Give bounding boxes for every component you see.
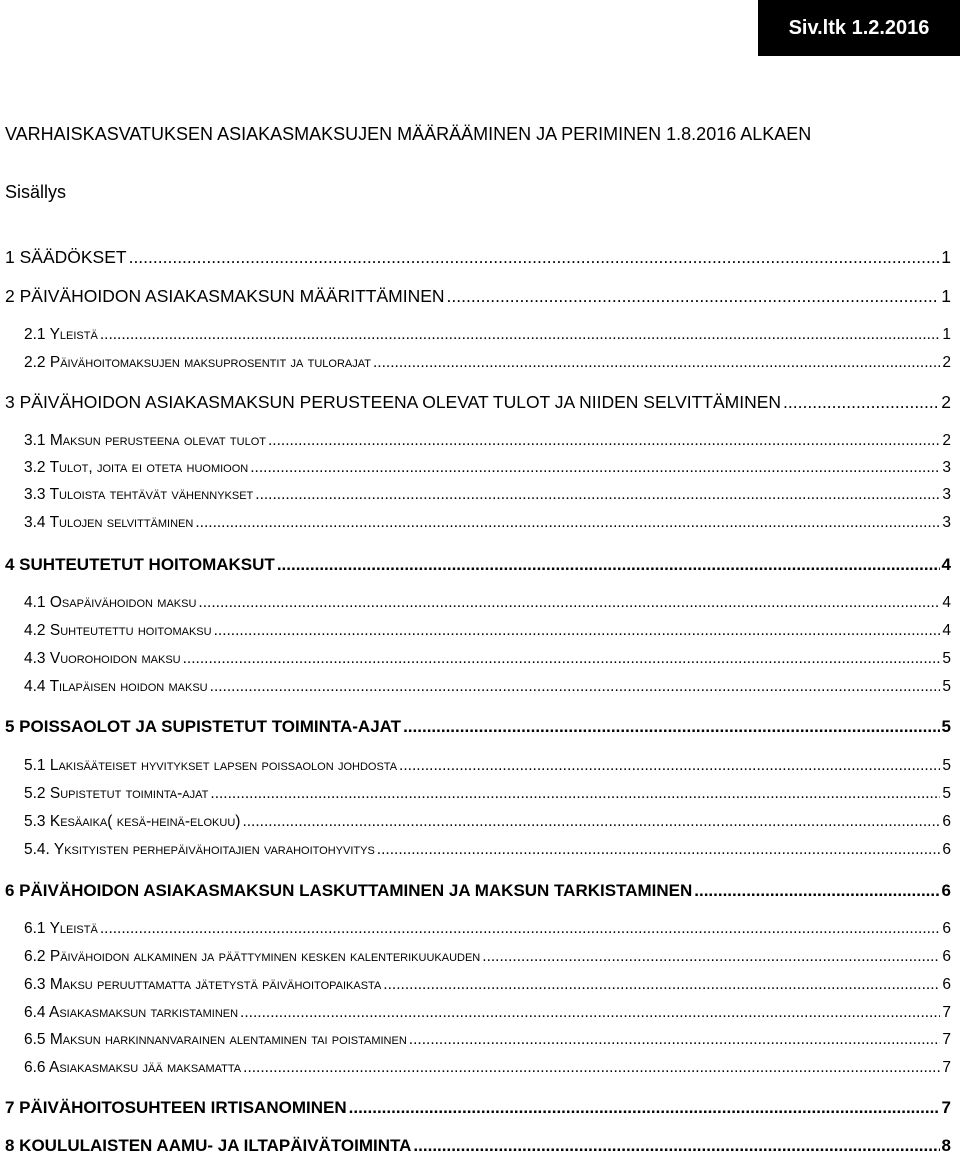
page-header-label: Siv.ltk 1.2.2016 — [758, 0, 960, 56]
toc-page-number: 1 — [941, 247, 951, 267]
toc-page-number: 1 — [942, 326, 951, 343]
toc-entry-title: 4.1 Osapäivähoidon maksu — [24, 594, 197, 611]
toc-entry[interactable] — [24, 1059, 951, 1077]
toc-entry-title: 5.4. Yksityisten perhepäivähoitajien varahoitohyvitys — [24, 841, 375, 858]
toc-page-number: 2 — [942, 432, 951, 449]
toc-entry[interactable] — [5, 286, 951, 307]
toc-dot-leader — [373, 354, 940, 372]
toc-entry-title: 6.5 Maksun harkinnanvarainen alentaminen tai poistaminen — [24, 1031, 407, 1048]
toc-dot-leader — [783, 392, 939, 413]
toc-entry[interactable] — [24, 514, 951, 532]
toc-entry[interactable] — [5, 1136, 951, 1156]
toc-entry-title: 5.2 Supistetut toiminta-ajat — [24, 785, 209, 802]
toc-dot-leader — [277, 555, 940, 575]
toc-dot-leader — [268, 432, 940, 450]
toc-page-number: 7 — [941, 1098, 951, 1117]
toc-page-number: 4 — [942, 622, 951, 639]
toc-page-number: 2 — [941, 392, 951, 412]
toc-entry[interactable] — [24, 432, 951, 450]
toc-dot-leader — [383, 976, 940, 994]
toc-entry[interactable] — [24, 1031, 951, 1049]
toc-entry[interactable] — [24, 678, 951, 696]
toc-dot-leader — [447, 286, 940, 307]
toc-entry-title: 6.3 Maksu peruuttamatta jätetystä päivähoitopaikasta — [24, 976, 382, 993]
toc-entry-title: 5.3 Kesäaika( kesä-heinä-elokuu) — [24, 813, 241, 830]
toc-entry[interactable] — [24, 326, 951, 344]
toc-entry-title: 4.3 Vuorohoidon maksu — [24, 650, 181, 667]
toc-dot-leader — [183, 650, 941, 668]
toc-entry-title: 1 SÄÄDÖKSET — [5, 247, 127, 267]
toc-entry-title: 6 PÄIVÄHOIDON ASIAKASMAKSUN LASKUTTAMINEN JA MAKSUN TARKISTAMINEN — [5, 881, 693, 900]
toc-page-number: 5 — [942, 757, 951, 774]
toc-dot-leader — [377, 841, 941, 859]
toc-dot-leader — [250, 459, 940, 477]
toc-entry[interactable] — [24, 757, 951, 775]
toc-entry-title: 3.1 Maksun perusteena olevat tulot — [24, 432, 266, 449]
toc-dot-leader — [482, 948, 940, 966]
toc-entry-title: 5 POISSAOLOT JA SUPISTETUT TOIMINTA-AJAT — [5, 717, 402, 736]
toc-page-number: 7 — [942, 1004, 951, 1021]
toc-dot-leader — [403, 717, 939, 737]
toc-entry-title: 3 PÄIVÄHOIDON ASIAKASMAKSUN PERUSTEENA OLEVAT TULOT JA NIIDEN SELVITTÄMINEN — [5, 392, 782, 412]
toc-entry[interactable] — [24, 594, 951, 612]
toc-entry[interactable] — [24, 354, 951, 372]
toc-entry-title: 7 PÄIVÄHOITOSUHTEEN IRTISANOMINEN — [5, 1098, 347, 1117]
document-title: VARHAISKASVATUKSEN ASIAKASMAKSUJEN MÄÄRÄÄMINEN JA PERIMINEN 1.8.2016 ALKAEN — [5, 124, 812, 144]
toc-page-number: 2 — [942, 354, 951, 371]
toc-entry-title: 2.1 Yleistä — [24, 326, 98, 343]
toc-page-number: 8 — [941, 1136, 951, 1155]
toc-entry[interactable] — [24, 785, 951, 803]
toc-dot-leader — [198, 594, 940, 612]
toc-dot-leader — [210, 785, 940, 803]
toc-page-number: 1 — [941, 286, 951, 306]
toc-entry-title: 3.4 Tulojen selvittäminen — [24, 514, 194, 531]
toc-page-number: 6 — [942, 976, 951, 993]
toc-entry-title: 6.4 Asiakasmaksun tarkistaminen — [24, 1004, 239, 1021]
toc-page-number: 5 — [942, 678, 951, 695]
toc-entry[interactable] — [24, 486, 951, 504]
toc-entry-title: 6.6 Asiakasmaksu jää maksamatta — [24, 1059, 242, 1076]
toc-entry[interactable] — [5, 881, 951, 901]
toc-entry[interactable] — [24, 813, 951, 831]
toc-page-number: 5 — [942, 650, 951, 667]
toc-entry[interactable] — [24, 976, 951, 994]
toc-dot-leader — [255, 486, 940, 504]
toc-dot-leader — [129, 247, 940, 268]
toc-dot-leader — [242, 813, 940, 831]
toc-dot-leader — [413, 1136, 939, 1156]
toc-dot-leader — [195, 514, 940, 532]
toc-entry[interactable] — [5, 247, 951, 268]
toc-entry[interactable] — [24, 459, 951, 477]
toc-dot-leader — [399, 757, 940, 775]
toc-page-number: 7 — [942, 1059, 951, 1076]
toc-dot-leader — [100, 920, 941, 938]
toc-entry[interactable] — [24, 948, 951, 966]
toc-page-number: 3 — [942, 459, 951, 476]
toc-page-number: 6 — [941, 881, 951, 900]
toc-entry[interactable] — [5, 392, 951, 413]
toc-dot-leader — [349, 1098, 940, 1118]
toc-page-number: 5 — [942, 785, 951, 802]
toc-dot-leader — [210, 678, 941, 696]
toc-dot-leader — [214, 622, 941, 640]
toc-entry[interactable] — [5, 717, 951, 737]
toc-entry-title: 4.4 Tilapäisen hoidon maksu — [24, 678, 208, 695]
toc-page-number: 3 — [942, 486, 951, 503]
toc-dot-leader — [243, 1059, 940, 1077]
toc-entry-title: 2 PÄIVÄHOIDON ASIAKASMAKSUN MÄÄRITTÄMINEN — [5, 286, 445, 306]
toc-page-number: 6 — [942, 948, 951, 965]
toc-entry[interactable] — [24, 622, 951, 640]
toc-entry[interactable] — [5, 555, 951, 575]
toc-entry-title: 4 SUHTEUTETUT HOITOMAKSUT — [5, 555, 275, 574]
toc-dot-leader — [409, 1031, 941, 1049]
toc-page-number: 3 — [942, 514, 951, 531]
toc-dot-leader — [240, 1004, 940, 1022]
toc-dot-leader — [694, 881, 939, 901]
toc-entry-title: 2.2 Päivähoitomaksujen maksuprosentit ja tulorajat — [24, 354, 371, 371]
toc-entry[interactable] — [5, 1098, 951, 1118]
toc-entry-title: 6.1 Yleistä — [24, 920, 98, 937]
toc-entry-title: 3.2 Tulot, joita ei oteta huomioon — [24, 459, 249, 476]
toc-page-number: 7 — [942, 1031, 951, 1048]
toc-dot-leader — [100, 326, 941, 344]
toc-entry-title: 8 KOULULAISTEN AAMU- JA ILTAPÄIVÄTOIMINTA — [5, 1136, 412, 1155]
toc-entry-title: 4.2 Suhteutettu hoitomaksu — [24, 622, 212, 639]
toc-page-number: 6 — [942, 813, 951, 830]
toc-entry-title: 6.2 Päivähoidon alkaminen ja päättyminen kesken kalenterikuukauden — [24, 948, 481, 965]
toc-entry[interactable] — [24, 1004, 951, 1022]
toc-page-number: 4 — [941, 555, 951, 574]
toc-entry[interactable] — [24, 920, 951, 938]
toc-page-number: 4 — [942, 594, 951, 611]
toc-entry-title: 3.3 Tuloista tehtävät vähennykset — [24, 486, 254, 503]
toc-page-number: 6 — [942, 920, 951, 937]
toc-page-number: 5 — [941, 717, 951, 736]
toc-entry[interactable] — [24, 841, 951, 859]
toc-entry-title: 5.1 Lakisääteiset hyvitykset lapsen poissaolon johdosta — [24, 757, 398, 774]
toc-page-number: 6 — [942, 841, 951, 858]
toc-entry[interactable] — [24, 650, 951, 668]
toc-heading: Sisällys — [5, 182, 67, 202]
